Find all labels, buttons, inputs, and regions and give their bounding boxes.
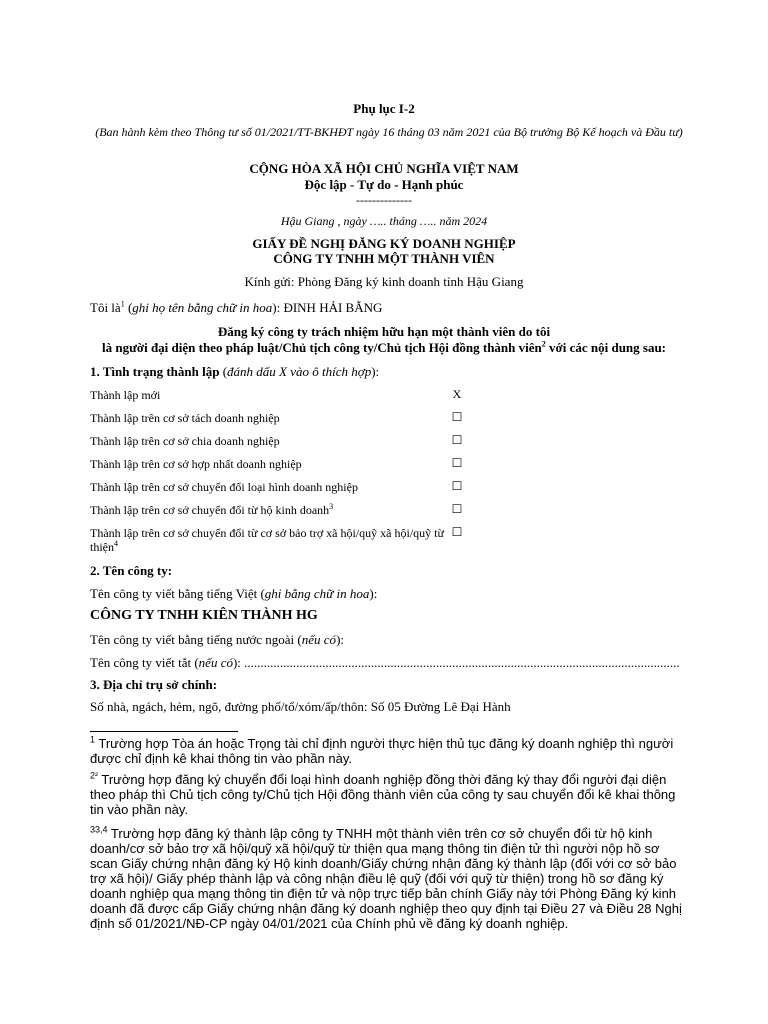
street-address-line: Số nhà, ngách, hẻm, ngõ, đường phố/tổ/xóm/ấp/thôn: Số 05 Đường Lê Đại Hành — [90, 699, 511, 714]
document-title: GIẤY ĐỀ NGHỊ ĐĂNG KÝ DOANH NGHIỆP — [252, 236, 516, 251]
issued-note: (Ban hành kèm theo Thông tư số 01/2021/TT-BKHĐT ngày 16 tháng 03 năm 2021 của Bộ trưởng Bộ Kế hoạch và Đầu tư) — [95, 125, 683, 139]
option-label-split: Thành lập trên cơ sở tách doanh nghiệp — [90, 411, 280, 425]
appendix-label: Phụ lục I-2 — [353, 101, 415, 116]
option-label-household-text: Thành lập trên cơ sở chuyển đổi từ hộ kinh doanh — [90, 503, 330, 517]
footnote-3-number: 33,4 — [90, 824, 108, 835]
company-name-vn-label — [90, 586, 377, 602]
recipient-line: Kính gửi: Phòng Đăng ký kinh doanh tỉnh Hậu Giang — [244, 274, 524, 289]
footnote-ref-2: 2 — [541, 339, 546, 349]
header-divider: -------------- — [356, 193, 412, 207]
option-label-new: Thành lập mới — [90, 388, 161, 402]
option-label-household — [90, 503, 455, 517]
option-checkbox-division[interactable]: ☐ — [451, 433, 463, 447]
option-label-social-fund-text: Thành lập trên cơ sở chuyển đổi từ cơ sở bảo trợ xã hội/quỹ xã hội/quỹ từ thiện — [90, 526, 444, 554]
option-checkbox-social-fund[interactable]: ☐ — [451, 525, 463, 539]
footnote-1-text: Trường hợp Tòa án hoặc Trọng tài chỉ định người thực hiện thủ tục đăng ký doanh nghiệp thì người được chỉ định kê khai thông tin vào phần này. — [90, 736, 674, 766]
section-3-title: 3. Địa chỉ trụ sở chính: — [90, 677, 218, 692]
declarant-line: Tôi $là^1$ (ghi họ tên bằng chữ in hoa): ĐINH HẢI BẰNG — [90, 299, 383, 315]
section-2-title: 2. Tên công ty: — [90, 563, 173, 578]
declarant-hint: ghi họ tên bằng chữ in hoa — [132, 300, 273, 315]
place-date: Hậu Giang , ngày ….. tháng ….. năm 2024 — [280, 214, 488, 228]
company-name-foreign-label-text: Tên công ty viết bằng tiếng nước ngoài ( — [90, 632, 302, 647]
option-checkbox-merger[interactable]: ☐ — [451, 456, 463, 470]
option-label-division: Thành lập trên cơ sở chia doanh nghiệp — [90, 434, 280, 448]
option-label-social-fund — [90, 526, 452, 554]
section-1-heading: 1. Tình trạng thành lập (đánh dấu X vào ô thích hợp): — [90, 364, 380, 379]
footnote-ref-3: 3 — [329, 502, 334, 511]
footnote-3-text: Trường hợp đăng ký thành lập công ty TNHH một thành viên trên cơ sở chuyển đổi từ hộ kinh doanh/cơ sở bảo trợ xã hội/quỹ xã hội/quỹ từ thiện qua mạng thông tin điện tử thì người nộp hồ sơ scan Giấy chứng nhận đăng ký Hộ kinh doanh/Giấy chứng nhận đăng ký thành lập (đối với cơ sở bảo trợ xã hội)/ Giấy phép thành lập và công nhận điều lệ quỹ (đối với quỹ từ thiện) trong hồ sơ đăng ký doanh nghiệp qua mạng thông tin điện tử và nộp trực tiếp bản chính Giấy này tới Phòng Đăng ký kinh doanh đã được cấp Giấy chứng nhận đăng ký doanh nghiệp theo quy định tại Điều 27 và Điều 28 Nghị định số 01/2021/NĐ-CP ngày 04/01/2021 của Chính phủ về đăng ký doanh nghiệp. — [90, 826, 682, 931]
motto: Độc lập - Tự do - Hạnh phúc — [304, 177, 464, 192]
company-short-name-hint: nếu có — [198, 655, 233, 670]
option-checkbox-household[interactable]: ☐ — [451, 502, 463, 516]
company-name-foreign-label-end: ): — [336, 632, 345, 647]
register-line-2 — [0, 340, 768, 356]
company-name-vn-label-end: ): — [369, 586, 378, 601]
footnote-ref-4: 4 — [114, 539, 118, 548]
company-name-vn-value[interactable]: CÔNG TY TNHH KIÊN THÀNH HG — [90, 608, 318, 623]
declarant-prefix: Tôi là — [90, 300, 121, 315]
company-short-name-label — [90, 655, 680, 671]
declarant-name: ĐINH HẢI BẰNG — [283, 300, 383, 315]
footnote-1 — [90, 736, 688, 766]
register-line-2-end: với các nội dung sau: — [545, 340, 667, 355]
company-short-name-dots[interactable]: ): ...................................................................................................................................... — [232, 655, 680, 670]
company-type-title: CÔNG TY TNHH MỘT THÀNH VIÊN — [273, 251, 495, 266]
nation-title: CỘNG HÒA XÃ HỘI CHỦ NGHĨA VIỆT NAM — [249, 161, 519, 176]
footnote-2-number: 2² — [90, 770, 99, 781]
option-checkbox-new[interactable]: X — [452, 387, 462, 401]
footnote-3 — [90, 826, 688, 931]
company-name-vn-hint: ghi bằng chữ in hoa — [264, 586, 370, 601]
company-short-name-label-text: Tên công ty viết tắt ( — [90, 655, 199, 670]
section-1-hint: đánh dấu X vào ô thích hợp — [227, 364, 372, 379]
footnote-1-number: 1 — [90, 734, 96, 745]
register-line-2-text: là người đại diện theo pháp luật/Chủ tịch công ty/Chủ tịch Hội đồng thành viên — [101, 340, 542, 355]
footnote-separator — [90, 731, 238, 732]
option-checkbox-split[interactable]: ☐ — [451, 410, 463, 424]
register-line-1: Đăng ký công ty trách nhiệm hữu hạn một thành viên do tôi — [217, 324, 551, 339]
footnote-2 — [90, 772, 688, 817]
footnote-2-text: Trường hợp đăng ký chuyển đổi loại hình doanh nghiệp đồng thời đăng ký thay đổi người đại diện theo pháp thì Chủ tịch công ty/Chủ tịch Hội đồng thành viên của công ty sau chuyển đổi kê khai thông tin vào phần này. — [90, 772, 676, 817]
company-name-foreign-label — [90, 632, 344, 648]
section-1-title: 1. Tình trạng thành lập — [90, 364, 220, 379]
option-label-merger: Thành lập trên cơ sở hợp nhất doanh nghiệp — [90, 457, 302, 471]
company-name-vn-label-text: Tên công ty viết bằng tiếng Việt ( — [90, 586, 265, 601]
footnote-ref-1: 1 — [120, 299, 125, 309]
option-label-conversion: Thành lập trên cơ sở chuyển đổi loại hình doanh nghiệp — [90, 480, 358, 494]
option-checkbox-conversion[interactable]: ☐ — [451, 479, 463, 493]
company-name-foreign-hint: nếu có — [301, 632, 337, 647]
